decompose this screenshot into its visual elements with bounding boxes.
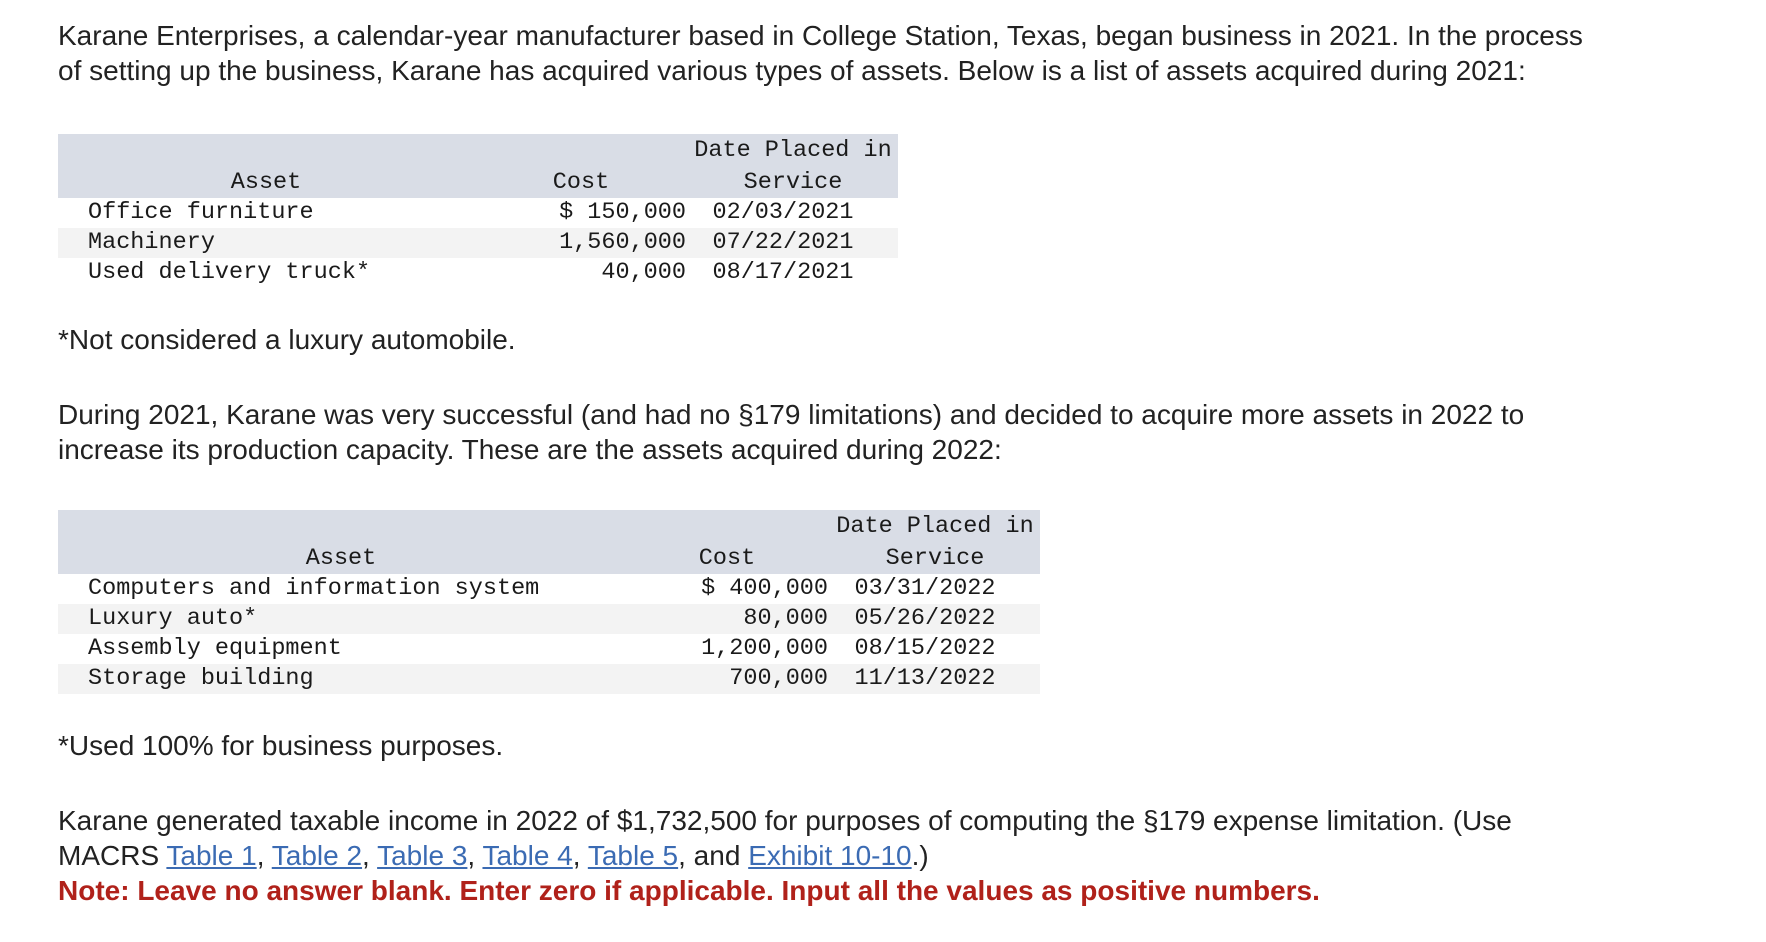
references-line: MACRS Table 1, Table 2, Table 3, Table 4, Table 5, and Exhibit 10-10.) — [58, 840, 929, 871]
table-row — [58, 604, 1040, 634]
asset-date: 05/26/2022 — [830, 604, 1040, 634]
instruction-note: Note: Leave no answer blank. Enter zero if applicable. Input all the values as positive numbers. — [58, 875, 1320, 906]
table-row — [58, 634, 1040, 664]
middle-paragraph — [58, 397, 1524, 467]
asset-cost: 40,000 — [601, 259, 686, 286]
link-table-2[interactable]: Table 2 — [271, 840, 363, 871]
header-cost: Cost — [474, 168, 688, 198]
link-table-5[interactable]: Table 5 — [587, 840, 679, 871]
assets-2021-table — [58, 134, 898, 288]
asset-cost: 700,000 — [624, 664, 830, 694]
intro-line-1: Karane Enterprises, a calendar-year manufacturer based in College Station, Texas, began business in 2021. In the process — [58, 20, 1583, 51]
asset-name: Machinery — [58, 228, 474, 258]
table-row — [58, 664, 1040, 694]
asset-date: 02/03/2021 — [712, 199, 854, 226]
asset-name: Luxury auto* — [58, 604, 624, 634]
header-asset: Asset — [58, 544, 624, 574]
header-date-placed-line1: Date Placed in — [688, 134, 898, 168]
asset-date: 08/15/2022 — [854, 635, 996, 662]
header-date-placed-line1: Date Placed in — [830, 510, 1040, 544]
middle-line-1: During 2021, Karane was very successful (and had no §179 limitations) and decided to acquire more assets in 2022 to — [58, 399, 1525, 430]
footnote-2022: *Used 100% for business purposes. — [58, 730, 504, 761]
header-date-placed-line2: Service — [830, 544, 1040, 574]
link-table-3[interactable]: Table 3 — [377, 840, 468, 871]
intro-line-2: of setting up the business, Karane has acquired various types of assets. Below is a list of assets acquired during 2021: — [58, 55, 1526, 86]
asset-name: Office furniture — [88, 199, 314, 226]
table-row — [58, 228, 898, 258]
header-asset: Asset — [58, 168, 474, 198]
asset-cost: $ 400,000 — [701, 575, 828, 602]
asset-cost: 80,000 — [624, 604, 830, 634]
asset-cost: 1,560,000 — [474, 228, 688, 258]
asset-date: 03/31/2022 — [854, 575, 996, 602]
table-row — [58, 574, 1040, 604]
asset-date: 11/13/2022 — [830, 664, 1040, 694]
asset-name: Storage building — [58, 664, 624, 694]
header-cost: Cost — [624, 544, 830, 574]
link-exhibit-10-10[interactable]: Exhibit 10-10 — [748, 840, 912, 871]
closing-paragraph — [58, 803, 1512, 908]
table-row — [58, 258, 898, 288]
asset-date: 07/22/2021 — [688, 228, 898, 258]
closing-line-1: Karane generated taxable income in 2022 of $1,732,500 for purposes of computing the §179 expense limitation. (Use — [58, 805, 1512, 836]
asset-cost: $ 150,000 — [559, 199, 686, 226]
asset-name: Computers and information system — [88, 575, 540, 602]
asset-name: Used delivery truck* — [88, 259, 371, 286]
asset-date: 08/17/2021 — [712, 259, 854, 286]
footnote-2021: *Not considered a luxury automobile. — [58, 324, 516, 355]
asset-name: Assembly equipment — [88, 635, 342, 662]
header-date-placed-line2: Service — [688, 168, 898, 198]
asset-cost: 1,200,000 — [701, 635, 828, 662]
middle-line-2: increase its production capacity. These are the assets acquired during 2022: — [58, 434, 1002, 465]
table-row — [58, 198, 898, 228]
intro-paragraph — [58, 18, 1583, 88]
link-table-4[interactable]: Table 4 — [482, 840, 573, 871]
assets-2022-table — [58, 510, 1040, 694]
link-table-1[interactable]: Table 1 — [166, 840, 257, 871]
